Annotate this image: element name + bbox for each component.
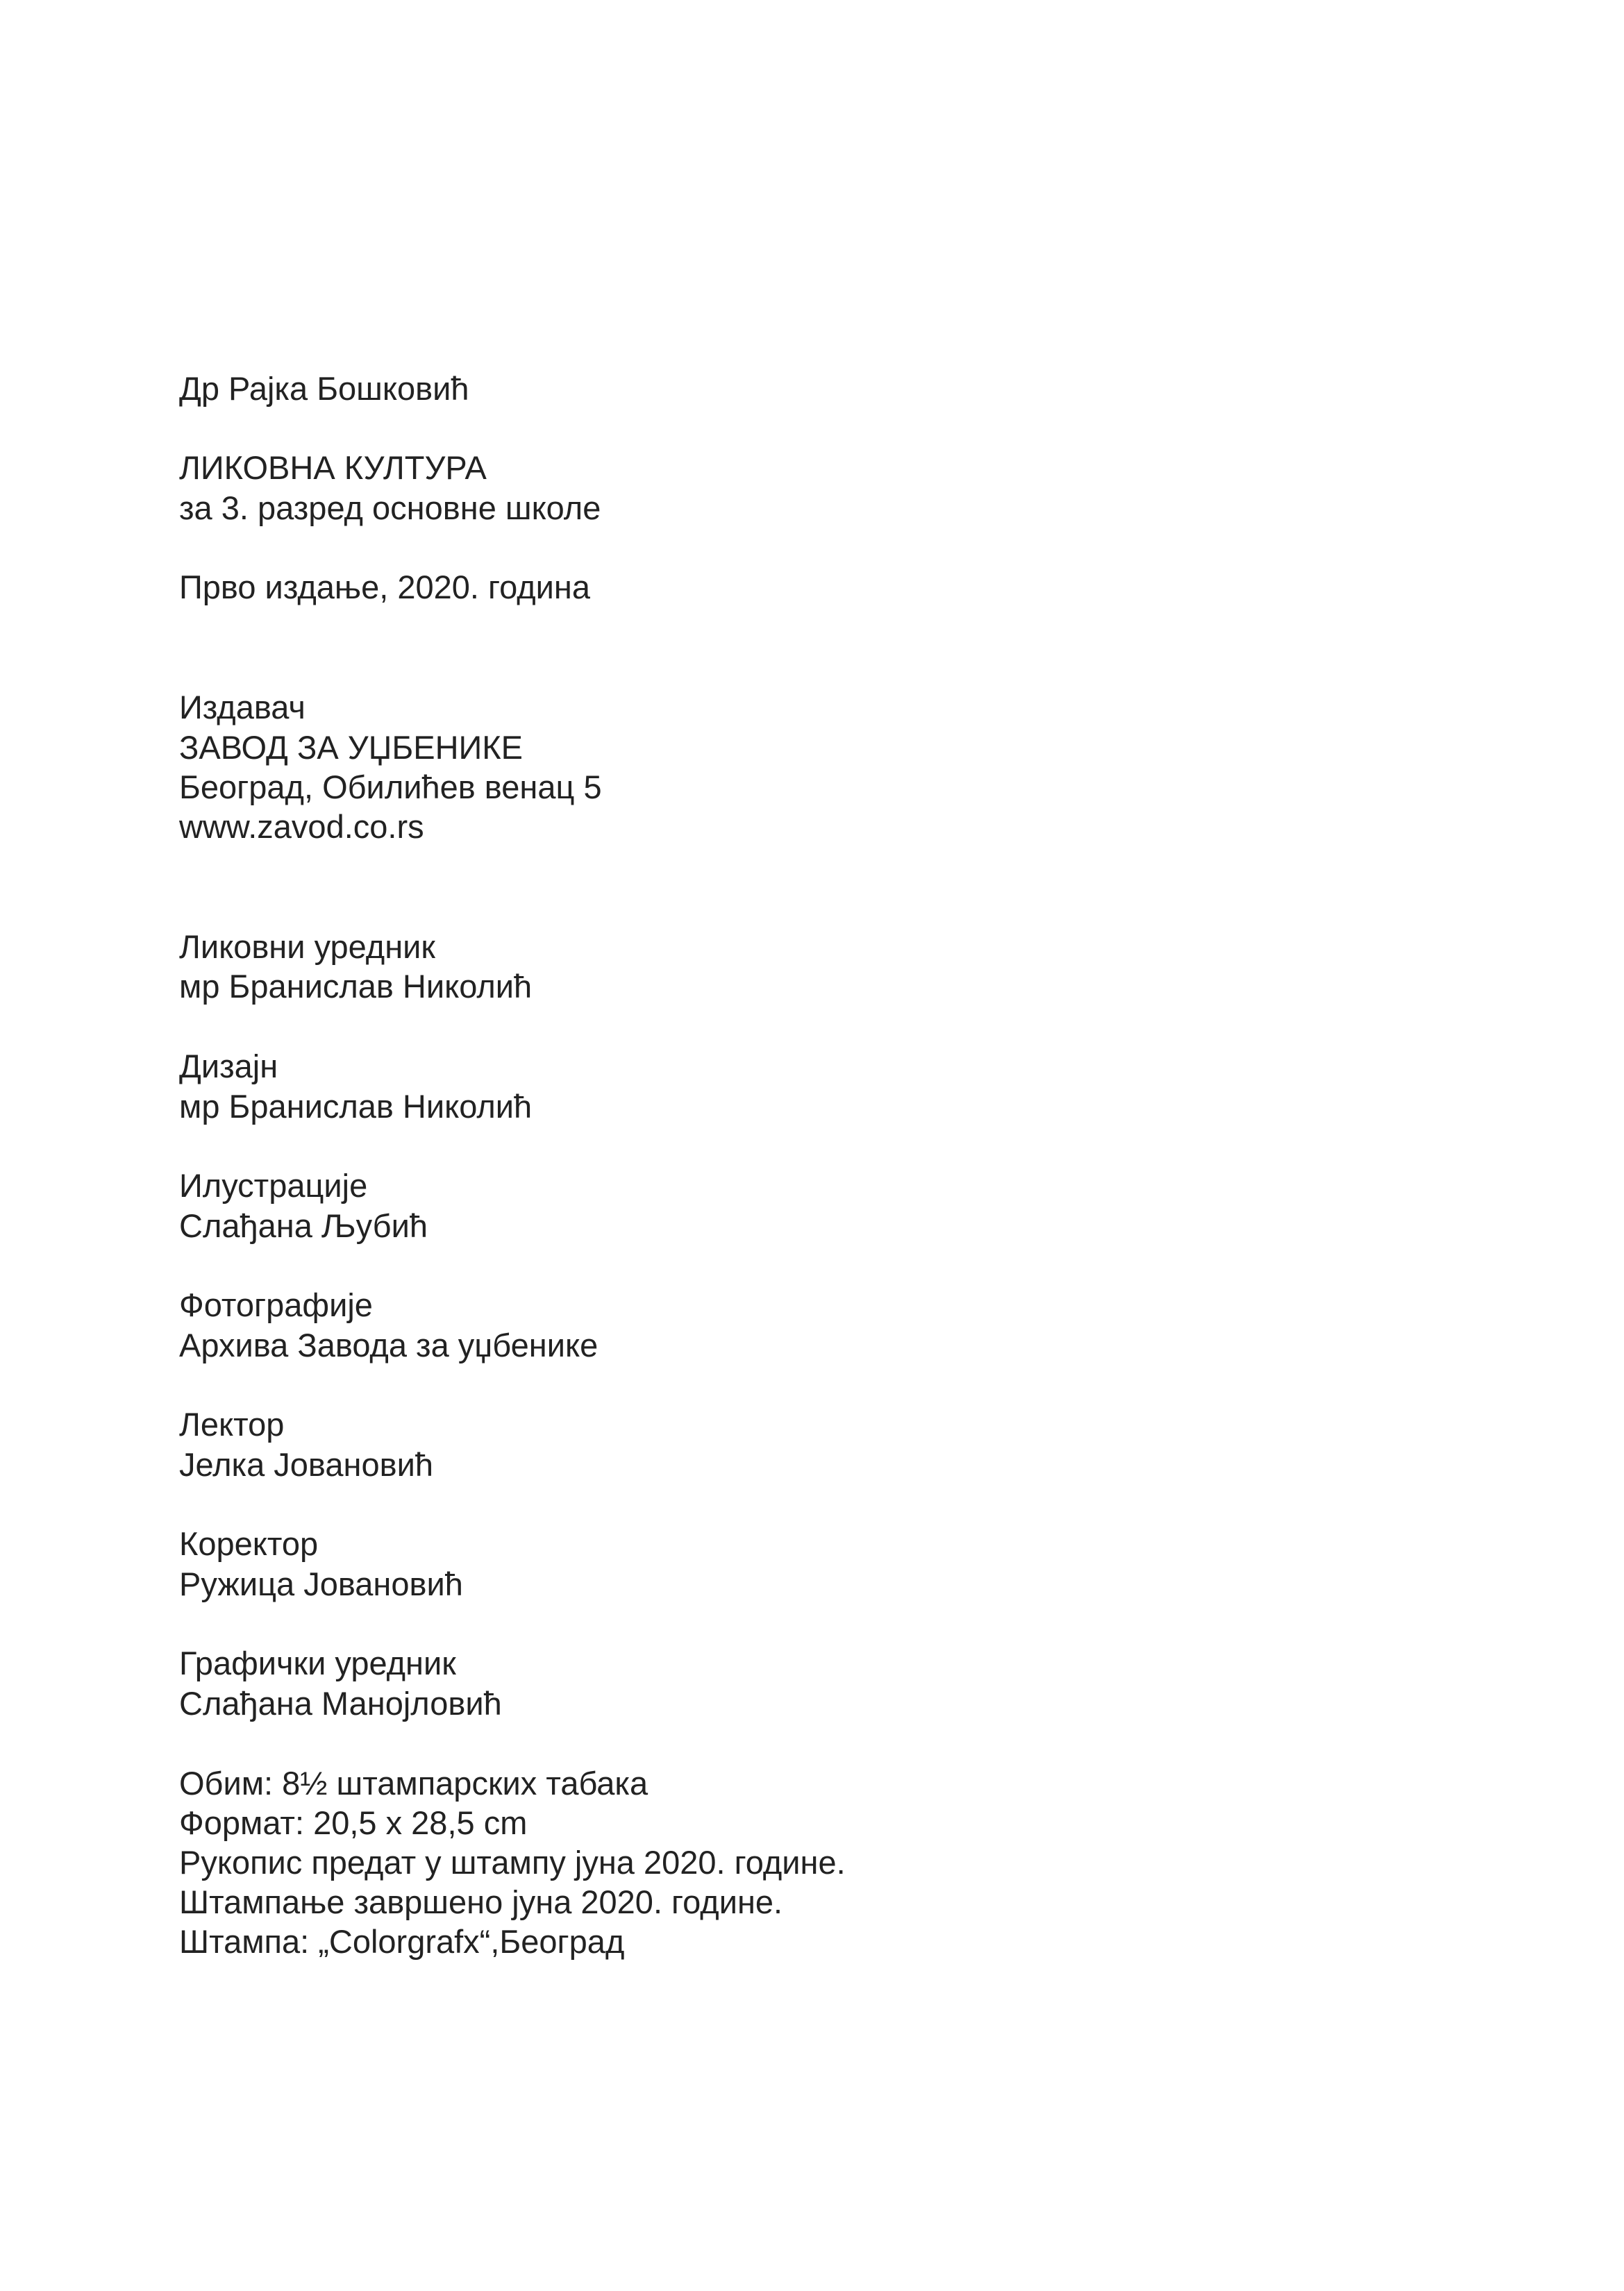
book-title: ЛИКОВНА КУЛТУРА: [179, 449, 487, 486]
manuscript-submitted: Рукопис предат у штампу јуна 2020. године.: [179, 1844, 846, 1881]
author-name: Др Рајка Бошковић: [179, 370, 469, 407]
art-editor-role: Ликовни уредник: [179, 928, 435, 965]
proofreader-role: Лектор: [179, 1406, 285, 1443]
print-volume: Обим: 8½ штампарских табака: [179, 1765, 648, 1802]
graphic-editor-role: Графички уредник: [179, 1645, 456, 1681]
publisher-name: ЗАВОД ЗА УЏБЕНИКЕ: [179, 729, 524, 766]
photographs-name: Архива Завода за уџбенике: [179, 1327, 598, 1363]
graphic-editor-name: Слађана Манојловић: [179, 1685, 502, 1722]
illustrations-name: Слађана Љубић: [179, 1207, 428, 1244]
edition-info: Прво издање, 2020. година: [179, 569, 590, 605]
proofreader-name: Јелка Јовановић: [179, 1446, 433, 1483]
design-name: мр Бранислав Николић: [179, 1088, 533, 1125]
publisher-address: Београд, Обилићев венац 5: [179, 769, 602, 805]
corrector-name: Ружица Јовановић: [179, 1566, 463, 1602]
illustrations-role: Илустрације: [179, 1167, 368, 1204]
printer-info: Штампа: „Colorgrafx“,Београд: [179, 1923, 625, 1960]
book-subtitle: за 3. разред основне школе: [179, 489, 601, 526]
print-format: Формат: 20,5 x 28,5 cm: [179, 1804, 528, 1841]
publisher-website: www.zavod.co.rs: [179, 808, 424, 845]
design-role: Дизајн: [179, 1048, 278, 1084]
art-editor-name: мр Бранислав Николић: [179, 968, 533, 1005]
corrector-role: Коректор: [179, 1525, 319, 1562]
photographs-role: Фотографије: [179, 1286, 373, 1323]
printing-completed: Штампање завршено јуна 2020. године.: [179, 1883, 783, 1920]
publisher-label: Издавач: [179, 689, 305, 725]
